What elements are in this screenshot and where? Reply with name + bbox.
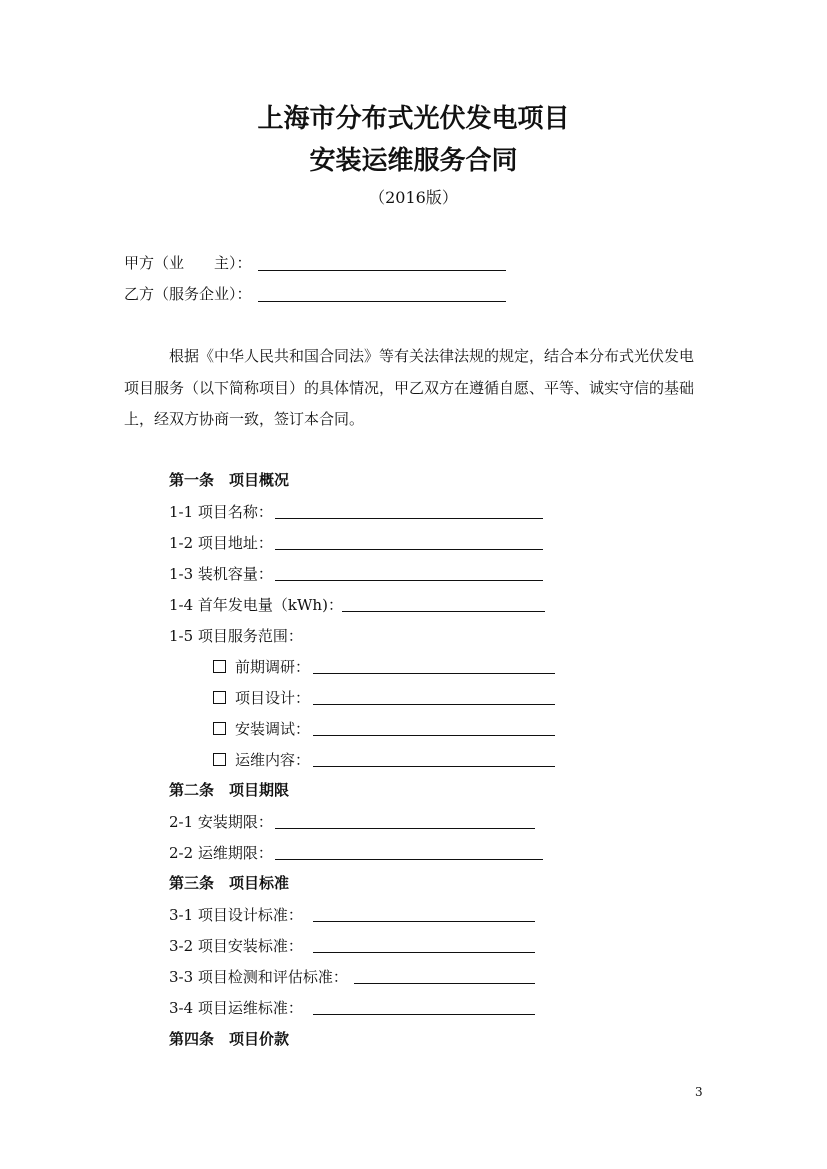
scope-option-2: [213, 689, 310, 707]
item-1-3-blank: [275, 580, 543, 581]
party-b-blank: [258, 301, 506, 302]
scope-option-4-label: 运维内容：: [235, 751, 311, 769]
item-1-2-label: 1-2 项目地址：: [169, 534, 273, 552]
scope-option-3: [213, 720, 310, 738]
item-1-4-label: 1-4 首年发电量（kWh)：: [169, 596, 343, 614]
checkbox-survey[interactable]: [213, 660, 226, 673]
checkbox-install[interactable]: [213, 722, 226, 735]
checkbox-maintenance[interactable]: [213, 753, 226, 766]
item-1-1-label: 1-1 项目名称：: [169, 503, 273, 521]
scope-option-4-blank: [313, 766, 555, 767]
item-3-1-blank: [313, 921, 535, 922]
item-1-4-blank: [342, 611, 545, 612]
intro-line-2: 项目服务（以下简称项目）的具体情况，甲乙双方在遵循自愿、平等、诚实守信的基础: [124, 379, 695, 397]
intro-line-3: 上，经双方协商一致，签订本合同。: [124, 410, 365, 428]
title-line-1: 上海市分布式光伏发电项目: [257, 104, 570, 134]
article-2-heading: 第二条 项目期限: [169, 781, 290, 799]
scope-option-4: [213, 751, 310, 769]
item-1-2-blank: [275, 549, 543, 550]
party-a-blank: [258, 270, 506, 271]
article-3-heading: 第三条 项目标准: [169, 874, 290, 892]
item-2-1-label: 2-1 安装期限：: [169, 813, 273, 831]
item-3-2-label: 3-2 项目安装标准：: [169, 937, 303, 955]
checkbox-design[interactable]: [213, 691, 226, 704]
scope-option-2-blank: [313, 704, 555, 705]
item-3-3-blank: [354, 983, 535, 984]
intro-line-1: 根据《中华人民共和国合同法》等有关法律法规的规定，结合本分布式光伏发电: [169, 347, 695, 365]
scope-option-1-blank: [313, 673, 555, 674]
scope-option-3-label: 安装调试：: [235, 720, 311, 738]
edition-label: （2016版）: [369, 188, 458, 207]
item-3-4-label: 3-4 项目运维标准：: [169, 999, 303, 1017]
article-1-heading: 第一条 项目概况: [169, 471, 290, 489]
item-2-1-blank: [275, 828, 535, 829]
item-1-3-label: 1-3 装机容量：: [169, 565, 273, 583]
article-4-heading: 第四条 项目价款: [169, 1030, 290, 1048]
scope-option-1: [213, 658, 310, 676]
party-b-label: 乙方（服务企业）：: [124, 285, 252, 303]
item-1-1-blank: [275, 518, 543, 519]
item-1-5-label: 1-5 项目服务范围：: [169, 627, 303, 645]
party-a-label: 甲方（业 主）：: [124, 254, 252, 272]
item-2-2-blank: [275, 859, 543, 860]
item-3-3-label: 3-3 项目检测和评估标准：: [169, 968, 348, 986]
page-number: 3: [695, 1085, 703, 1099]
scope-option-3-blank: [313, 735, 555, 736]
item-3-1-label: 3-1 项目设计标准：: [169, 906, 303, 924]
item-3-2-blank: [313, 952, 535, 953]
scope-option-1-label: 前期调研：: [235, 658, 311, 676]
title-line-2: 安装运维服务合同: [309, 146, 518, 176]
item-2-2-label: 2-2 运维期限：: [169, 844, 273, 862]
scope-option-2-label: 项目设计：: [235, 689, 311, 707]
item-3-4-blank: [313, 1014, 535, 1015]
